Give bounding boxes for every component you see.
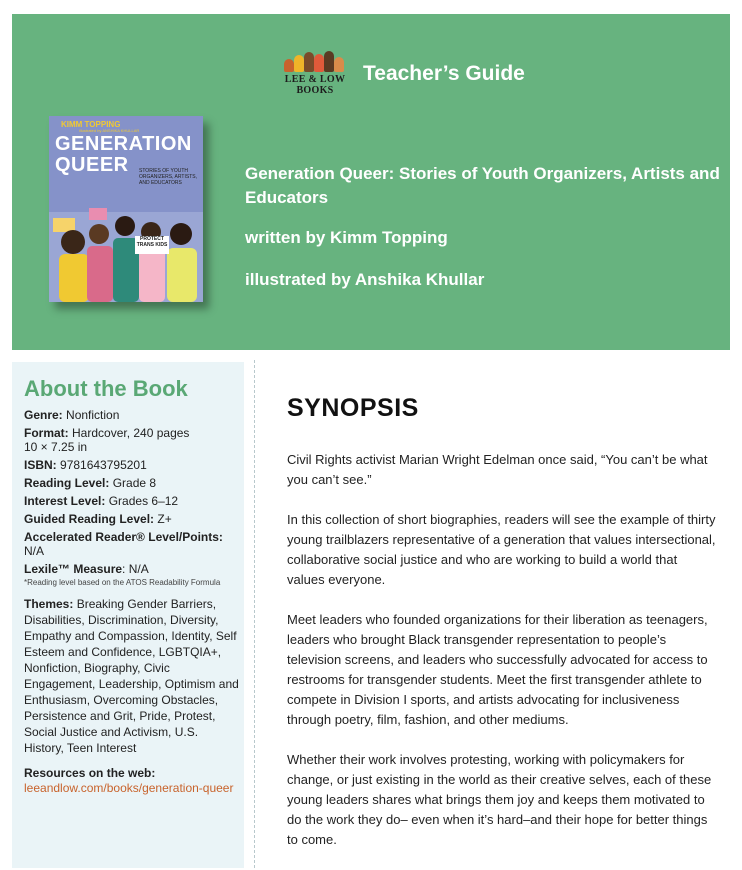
lexile-value: : N/A (122, 562, 149, 576)
genre-row (24, 408, 240, 422)
themes-row (24, 596, 240, 756)
synopsis-paragraph: Whether their work involves protesting, working with policymakers for change, or just existing in the world as their creative selves, each of these young leaders shares what brings them joy and keeps them motivated to do the work they do– even when it’s hard–and their hope for better things to come. (287, 752, 712, 847)
about-sidebar (12, 362, 244, 868)
reading-level-note: *Reading level based on the ATOS Readability Formula (24, 578, 221, 587)
publisher-logo (274, 50, 356, 96)
format-label: Format: (24, 426, 69, 440)
logo-figure (304, 52, 314, 72)
header-banner (12, 14, 730, 350)
cover-subtitle: STORIES OF YOUTH ORGANIZERS, ARTISTS, AND EDUCATORS (139, 168, 197, 186)
synopsis-heading: SYNOPSIS (287, 394, 419, 422)
accelerated-reader-row (24, 530, 240, 558)
cover-title-line1: GENERATION (55, 133, 192, 155)
synopsis-paragraph: Meet leaders who founded organizations for their liberation as teenagers, leaders who brought Black transgender representation to people’s television screens, and leaders who successfully advocated for access to restrooms for transgender students. Meet the first transgender athlete to compete in Division I sports, and artists advocating for inclusiveness through poetry, film, fashion, and other mediums. (287, 612, 708, 727)
interest-level-value: Grades 6–12 (108, 494, 179, 508)
logo-figure (334, 57, 344, 72)
reading-level-row (24, 476, 240, 490)
isbn-value: 9781643795201 (60, 458, 147, 472)
about-heading: About the Book (24, 376, 188, 401)
genre-label: Genre: (24, 408, 63, 422)
cover-protest-sign: PROTECT TRANS KIDS (135, 236, 169, 254)
isbn-row (24, 458, 240, 472)
book-facts (24, 408, 240, 796)
guided-reading-label: Guided Reading Level: (24, 512, 155, 526)
logo-figure (324, 51, 334, 72)
themes-label: Themes: (24, 597, 74, 611)
themes-value: Breaking Gender Barriers, Disabilities, Discrimination, Diversity, Empathy and Compassion, Identity, Self Esteem and Confidence, LGBTQIA+, Nonfiction, Biography, Civic Engagement, Leadership, Optimism and Enthusiasm, Overcoming Obstacles, Persistence and Grit, Pride, Protest, Social Justice and Activism, U.S. History, Teen Interest (24, 597, 239, 755)
reading-level-value: Grade 8 (112, 476, 157, 490)
column-divider (254, 360, 255, 868)
format-row (24, 426, 240, 454)
genre-value: Nonfiction (66, 408, 120, 422)
interest-level-row (24, 494, 240, 508)
logo-figures (284, 50, 346, 72)
logo-figure (284, 59, 294, 72)
cover-title-line2: QUEER (55, 154, 129, 176)
publisher-name: LEE & LOW BOOKS (284, 74, 346, 96)
book-title: Generation Queer: Stories of Youth Organizers, Artists and Educators (245, 164, 720, 207)
lexile-label: Lexile™ Measure (24, 562, 123, 576)
guided-reading-row (24, 512, 240, 526)
cover-illustrator: illustrated by ANSHIKA KHULLAR (79, 128, 140, 133)
synopsis-body (287, 450, 717, 870)
resources-label: Resources on the web: (24, 766, 156, 780)
format-value: Hardcover, 240 pages (72, 426, 190, 440)
logo-figure (314, 54, 324, 72)
synopsis-paragraph: In this collection of short biographies, readers will see the example of thirty young trailblazers representative of a generation that values intersectional, collaborative social justice and who are working to build a world that values everyone. (287, 512, 716, 587)
guide-title: Teacher’s Guide (363, 62, 525, 85)
accelerated-reader-value: N/A (24, 544, 45, 558)
guided-reading-value: Z+ (157, 512, 172, 526)
accelerated-reader-label: Accelerated Reader® Level/Points: (24, 530, 223, 544)
cover-author: KIMM TOPPING (61, 120, 121, 129)
logo-figure (294, 55, 304, 72)
resources-link[interactable]: leeandlow.com/books/generation-queer (24, 781, 234, 795)
author-byline: written by Kimm Topping (245, 228, 448, 247)
book-cover (49, 116, 203, 302)
reading-level-label: Reading Level: (24, 476, 110, 490)
lexile-row (24, 562, 240, 576)
interest-level-label: Interest Level: (24, 494, 106, 508)
synopsis-paragraph: Civil Rights activist Marian Wright Edelman once said, “You can’t be what you can’t see.” (287, 452, 708, 487)
format-size: 10 × 7.25 in (24, 440, 88, 454)
isbn-label: ISBN: (24, 458, 57, 472)
illustrator-byline: illustrated by Anshika Khullar (245, 270, 485, 289)
